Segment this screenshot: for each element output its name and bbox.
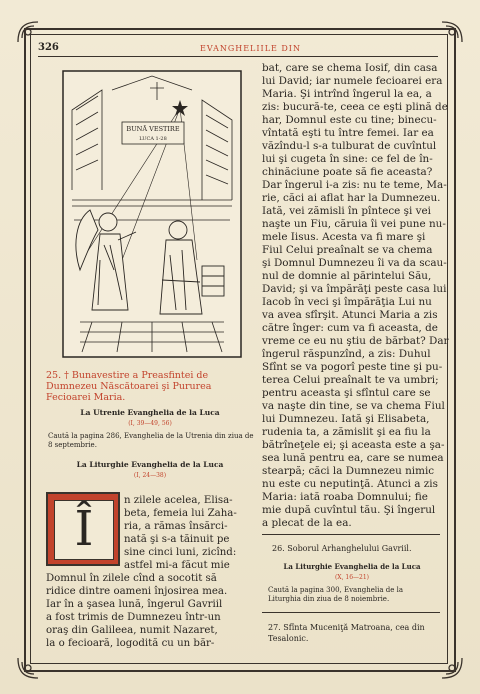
body-line: către înger: cum va fi aceasta, de <box>262 322 438 334</box>
liturghie-ref: (I, 24—38) <box>133 472 167 479</box>
entry26-ref: (X, 16—21) <box>334 574 370 581</box>
body-line: va naşte din tine, se va chema Fiul <box>262 400 445 412</box>
utrenie-ref: (I, 39—49, 56) <box>128 420 172 427</box>
body-line: lui Dumnezeu. Iată şi Elisabeta, <box>262 413 430 425</box>
body-line: Iar în a şasea lună, îngerul Gavriil <box>46 599 223 610</box>
entry26-heading: La Liturghie Evanghelia de la Luca <box>283 562 421 571</box>
body-line: lui David; iar numele fecioarei era <box>262 75 443 87</box>
feast-title-25: 25. † Bunavestire a Preasfintei de Dumnezeu Născătoarei şi Pururea Fecioarei Maria. <box>46 370 212 403</box>
body-line: n zilele acelea, Elisa- <box>124 495 233 506</box>
body-line: chinăciune poate să fie aceasta? <box>262 166 433 178</box>
body-line: Maria: iată roaba Domnului; fie <box>262 491 428 503</box>
illustration-caption: BUNĂ VESTIRE <box>126 125 180 133</box>
drop-cap <box>46 492 120 566</box>
body-line: vîntată eşti tu între femei. Iar ea <box>262 127 434 139</box>
running-head: EVANGHELIILE DIN <box>200 44 301 53</box>
body-line: rudenia ta, a zămislit şi ea fiu la <box>262 426 431 438</box>
body-line: nu este cu neputinţă. Atunci a zis <box>262 478 438 490</box>
body-line: şi Domnul Dumnezeu îi va da scau- <box>262 257 447 269</box>
liturghie-heading: La Liturghie Evanghelia de la Luca <box>76 460 224 469</box>
body-line: Maria. Şi intrînd îngerul la ea, a <box>262 88 432 100</box>
body-line: bătrîneţele ei; şi aceasta este a şa- <box>262 439 445 451</box>
feast-title-26: 26. Soborul Arhanghelului Gavriil. <box>272 544 412 553</box>
body-line: terea Celui preaînalt te va umbri; <box>262 374 439 386</box>
utrenie-heading: La Utrenie Evanghelia de la Luca <box>80 408 220 417</box>
body-line: naşte un Fiu, căruia îi vei pune nu- <box>262 218 446 230</box>
body-line: văzîndu-l s-a tulburat de cuvîntul <box>262 140 437 152</box>
body-line: a fost trimis de Dumnezeu într-un <box>46 612 221 623</box>
body-line: astfel mi-a făcut mie <box>124 560 230 571</box>
corner-ornament-icon <box>438 18 466 46</box>
body-line: David; şi va împărăţi peste casa lui <box>262 283 447 295</box>
body-line: sine cinci luni, zicînd: <box>124 547 237 558</box>
body-line: Iată, vei zămisli în pîntece şi vei <box>262 205 431 217</box>
body-line: lui şi cugeta în sine: ce fel de în- <box>262 153 433 165</box>
drop-cap-letter: Î <box>74 501 94 557</box>
body-line: îngerul răspunzînd, a zis: Duhul <box>262 348 431 360</box>
corner-ornament-icon <box>438 654 466 682</box>
body-line: bat, care se chema Iosif, din casa <box>262 62 438 74</box>
body-line: Iacob în veci şi împărăţia Lui nu <box>262 296 432 308</box>
body-line: oraş din Galileea, numit Nazaret, <box>46 625 218 636</box>
section-divider <box>262 534 440 535</box>
body-line: va avea sfîrşit. Atunci Maria a zis <box>262 309 438 321</box>
body-line: ria, a rămas însărci- <box>124 521 228 532</box>
body-line: stearpă; căci la Dumnezeu nimic <box>262 465 435 477</box>
body-line: rie, căci ai aflat har la Dumnezeu. <box>262 192 441 204</box>
body-line: Sfînt se va pogorî peste tine şi pu- <box>262 361 443 373</box>
body-line: mele Iisus. Acesta va fi mare şi <box>262 231 426 243</box>
header-rule <box>38 56 438 57</box>
body-line: mie după cuvîntul tău. Şi îngerul <box>262 504 436 516</box>
body-line: a plecat de la ea. <box>262 517 352 529</box>
body-line: Dar îngerul i-a zis: nu te teme, Ma- <box>262 179 447 191</box>
body-line: nată şi s-a tăinuit pe <box>124 534 230 545</box>
body-line: nul de domnie al părintelui Său, <box>262 270 432 282</box>
body-line: har, Domnul este cu tine; binecu- <box>262 114 437 126</box>
body-line: ridice dintre oameni înjosirea mea. <box>46 586 228 597</box>
entry26-note: Caută la pagina 300, Evanghelia de la Liturghia din ziua de 8 noiembrie. <box>268 586 403 603</box>
body-line: Domnul în zilele cînd a socotit să <box>46 573 217 584</box>
corner-ornament-icon <box>14 654 42 682</box>
body-line: vreme ce eu nu ştiu de bărbat? Dar <box>262 335 449 347</box>
body-line: pentru aceasta şi sfîntul care se <box>262 387 431 399</box>
body-line: sea lună pentru ea, care se numea <box>262 452 444 464</box>
utrenie-note: Caută la pagina 286, Evanghelia de la Utrenia din ziua de 8 septembrie. <box>48 432 254 449</box>
body-line: Fiul Celui preaînalt se va chema <box>262 244 433 256</box>
feast-title-27: 27. Sfînta Muceniţă Matroana, cea din Tesalonic. <box>268 623 425 643</box>
body-line: la o fecioară, logodită cu un băr- <box>46 638 215 649</box>
page-number: 326 <box>38 42 59 53</box>
section-divider <box>262 612 440 613</box>
annunciation-illustration <box>62 70 242 358</box>
illustration-ref: LUCA 1-28 <box>139 136 167 142</box>
body-line: zis: bucură-te, ceea ce eşti plină de <box>262 101 448 113</box>
body-line: beta, femeia lui Zaha- <box>124 508 237 519</box>
